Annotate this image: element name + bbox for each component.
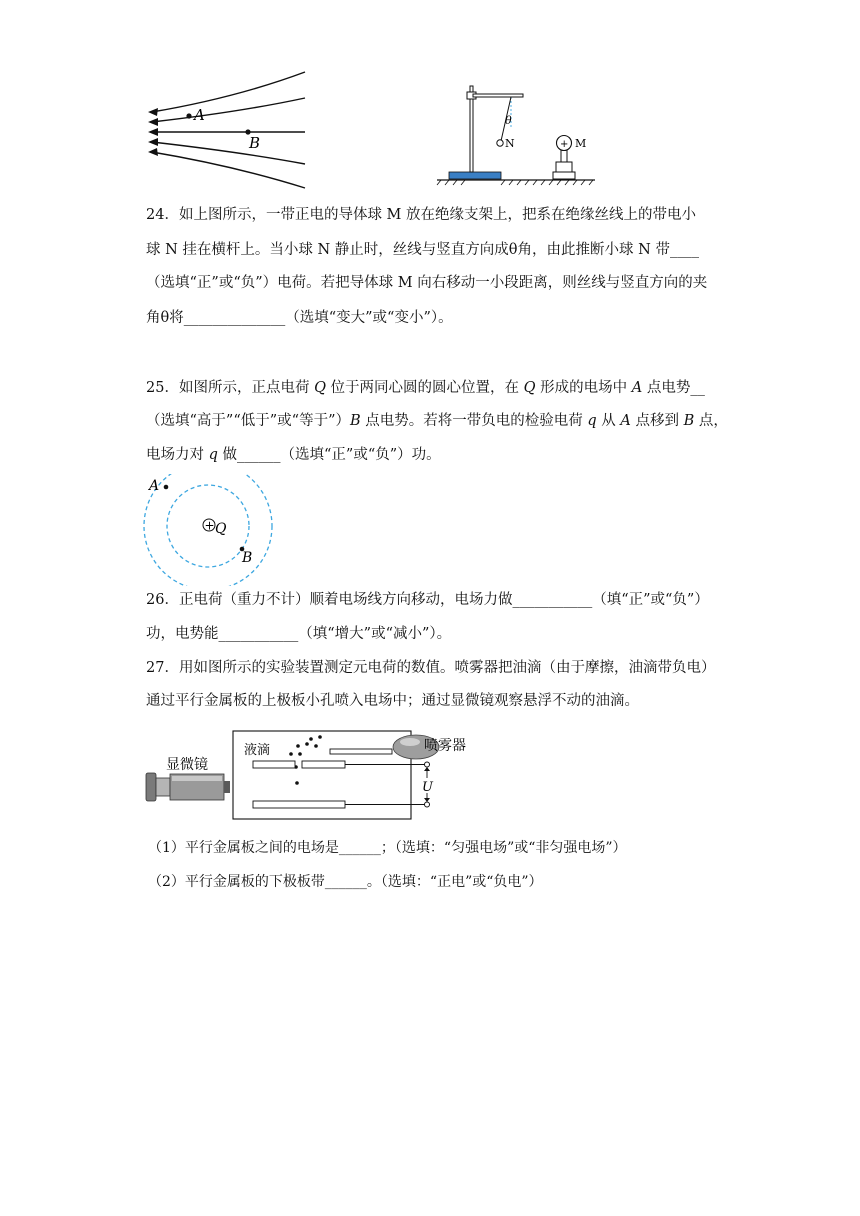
point-a-label: A (194, 106, 205, 124)
charge-plus: + (204, 518, 215, 533)
point-a-dot (164, 485, 169, 490)
ball-m-label: M (575, 137, 587, 150)
upper-plate-right (302, 761, 345, 768)
q24-line-2: 球 N 挂在横杆上。当小球 N 静止时，丝线与竖直方向成θ角，由此推断小球 N 带____ (146, 242, 699, 258)
microscope-eyepiece (146, 773, 156, 801)
q27-subquestion-2: （2）平行金属板的下极板带______。（选填：“正电”或“负电”） (148, 874, 543, 890)
q25-line-2: （选填“高于”“低于”或“等于”）B 点电势。若将一带负电的检验电荷 q 从 A 点移到 B 点， (146, 413, 728, 429)
crossbar (473, 94, 523, 97)
q25-line-3: 电场力对 q 做______（选填“正”或“负”）功。 (146, 447, 441, 463)
arrow-head (148, 148, 158, 156)
lower-plate (253, 801, 345, 808)
field-line-1 (152, 72, 305, 112)
microscope-label: 显微镜 (166, 757, 208, 773)
q27-subquestion-1: （1）平行金属板之间的电场是______；（选填：“匀强电场”或“非匀强电场”） (148, 840, 627, 856)
q24-line-1: 24．如上图所示，一带正电的导体球 M 放在绝缘支架上，把系在绝缘丝线上的带电小 (146, 207, 697, 223)
terminal-bottom (425, 802, 430, 807)
arrow-head (148, 108, 158, 116)
point-b-label: B (242, 550, 253, 566)
voltage-label: U (422, 780, 433, 795)
oil-drop-apparatus-figure (140, 725, 485, 825)
upper-plate-left (253, 761, 295, 768)
ball-n (497, 140, 503, 146)
q26-line-2: 功，电势能___________（填“增大”或“减小”）。 (146, 626, 452, 642)
sprayer-label: 喷雾器 (424, 738, 466, 754)
q25-line-1: 25．如图所示，正点电荷 Q 位于两同心圆的圆心位置，在 Q 形成的电场中 A 点电势__ (146, 380, 705, 396)
arrow-head (148, 128, 158, 136)
point-a-dot (186, 113, 191, 118)
sprayer-nozzle (330, 749, 392, 754)
point-a-label: A (149, 478, 160, 494)
q27-line-2: 通过平行金属板的上极板小孔喷入电场中；通过显微镜观察悬浮不动的油滴。 (146, 693, 639, 709)
ball-m-support (561, 150, 567, 162)
field-line-4 (152, 142, 305, 164)
stand-base (449, 172, 501, 179)
charge-q-label: Q (215, 521, 227, 537)
q26-line-1: 26．正电荷（重力不计）顺着电场线方向移动，电场力做___________（填“正”或“负”） (146, 592, 709, 608)
arrow-head (148, 118, 158, 126)
concentric-circles-figure (140, 474, 280, 586)
q24-line-4: 角θ将______________（选填“变大”或“变小”）。 (146, 310, 453, 326)
theta-label: θ (505, 114, 512, 127)
droplets-label: 液滴 (244, 743, 271, 758)
terminal-top (425, 762, 430, 767)
pendulum-figure (435, 76, 605, 186)
q24-line-3: （选填“正”或“负”）电荷。若把导体球 M 向右移动一小段距离，则丝线与竖直方向的夹 (146, 275, 708, 291)
field-line-5 (152, 152, 305, 188)
svg-text:+: + (560, 139, 569, 150)
field-line-2 (152, 98, 305, 122)
ball-n-label: N (505, 137, 515, 150)
point-b-label: B (249, 134, 261, 152)
arrow-head (148, 138, 158, 146)
field-lines-figure (140, 68, 315, 190)
q27-line-1: 27．用如图所示的实验装置测定元电荷的数值。喷雾器把油滴（由于摩擦，油滴带负电） (146, 660, 716, 676)
